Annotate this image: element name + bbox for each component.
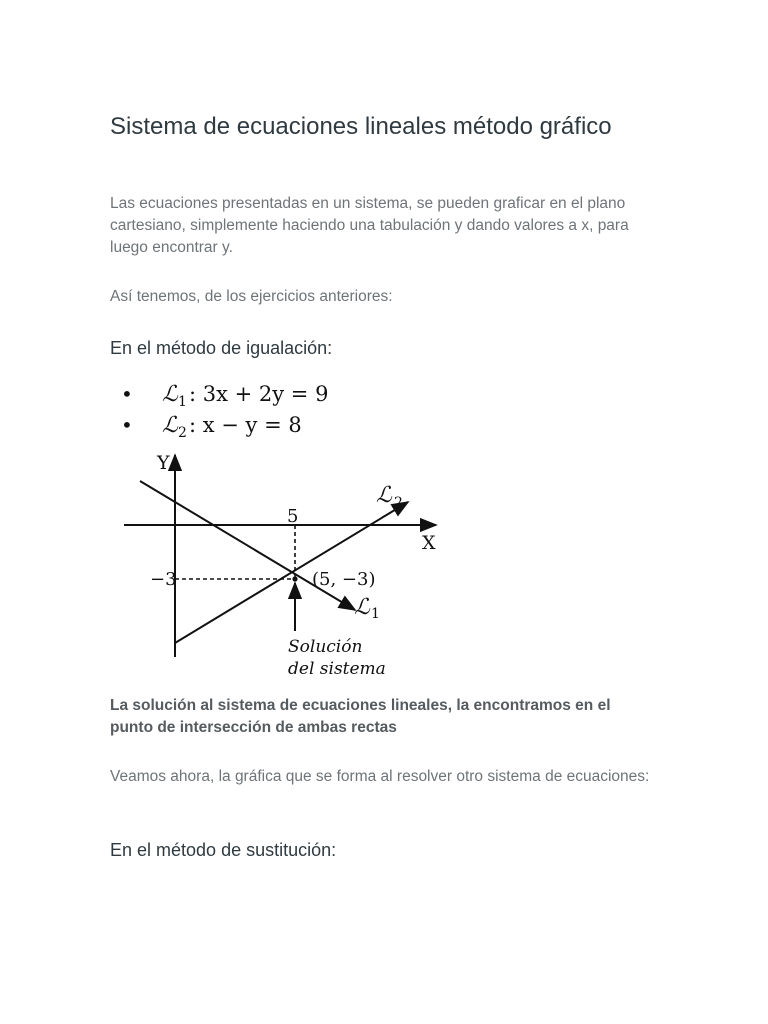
solution-caption-line2: del sistema: [288, 659, 386, 679]
equation-list: [121, 382, 328, 441]
cartesian-graph: [124, 452, 436, 679]
bullet-2: •: [121, 413, 133, 437]
section-heading-sustitucion: En el método de sustitución:: [110, 840, 337, 860]
l2-label-subscript: 2: [394, 495, 403, 511]
solution-caption-line1: Solución: [288, 637, 363, 657]
next-lead-paragraph: Veamos ahora, la gráfica que se forma al resolver otro sistema de ecuaciones:: [110, 768, 650, 785]
equation-1: : 3x + 2y = 9: [189, 382, 329, 406]
solution-note: La solución al sistema de ecuaciones lineales, la encontramos en el punto de intersección de ambas rectas: [110, 697, 611, 736]
l1-label-subscript: 1: [371, 606, 380, 622]
y-tick-minus3: −3: [150, 569, 177, 590]
y-axis-label: Y: [157, 452, 170, 474]
equation-2: : x − y = 8: [189, 413, 302, 437]
examples-lead-paragraph: Así tenemos, de los ejercicios anteriores:: [110, 288, 393, 305]
intro-paragraph: Las ecuaciones presentadas en un sistema, se pueden graficar en el plano cartesiano, simplemente haciendo una tabulación y dando valores a x, para luego encontrar y.: [110, 195, 629, 256]
equations-and-graph-figure: [110, 375, 450, 685]
x-tick-5: 5: [287, 506, 299, 527]
article-title: Sistema de ecuaciones lineales método gráfico: [110, 113, 612, 140]
section-heading-igualacion: En el método de igualación:: [110, 338, 333, 358]
line2-subscript: 2: [178, 425, 187, 441]
x-axis-label: X: [422, 532, 436, 554]
intersection-label: (5, −3): [312, 569, 376, 590]
intersection-point: [292, 576, 297, 581]
l1-label: ℒ: [354, 595, 370, 620]
line1-symbol: ℒ: [162, 382, 178, 407]
line-l1: [140, 481, 355, 610]
bullet-1: •: [121, 382, 133, 406]
line2-symbol: ℒ: [162, 413, 178, 438]
line1-subscript: 1: [178, 394, 187, 410]
l2-label: ℒ: [376, 483, 392, 508]
